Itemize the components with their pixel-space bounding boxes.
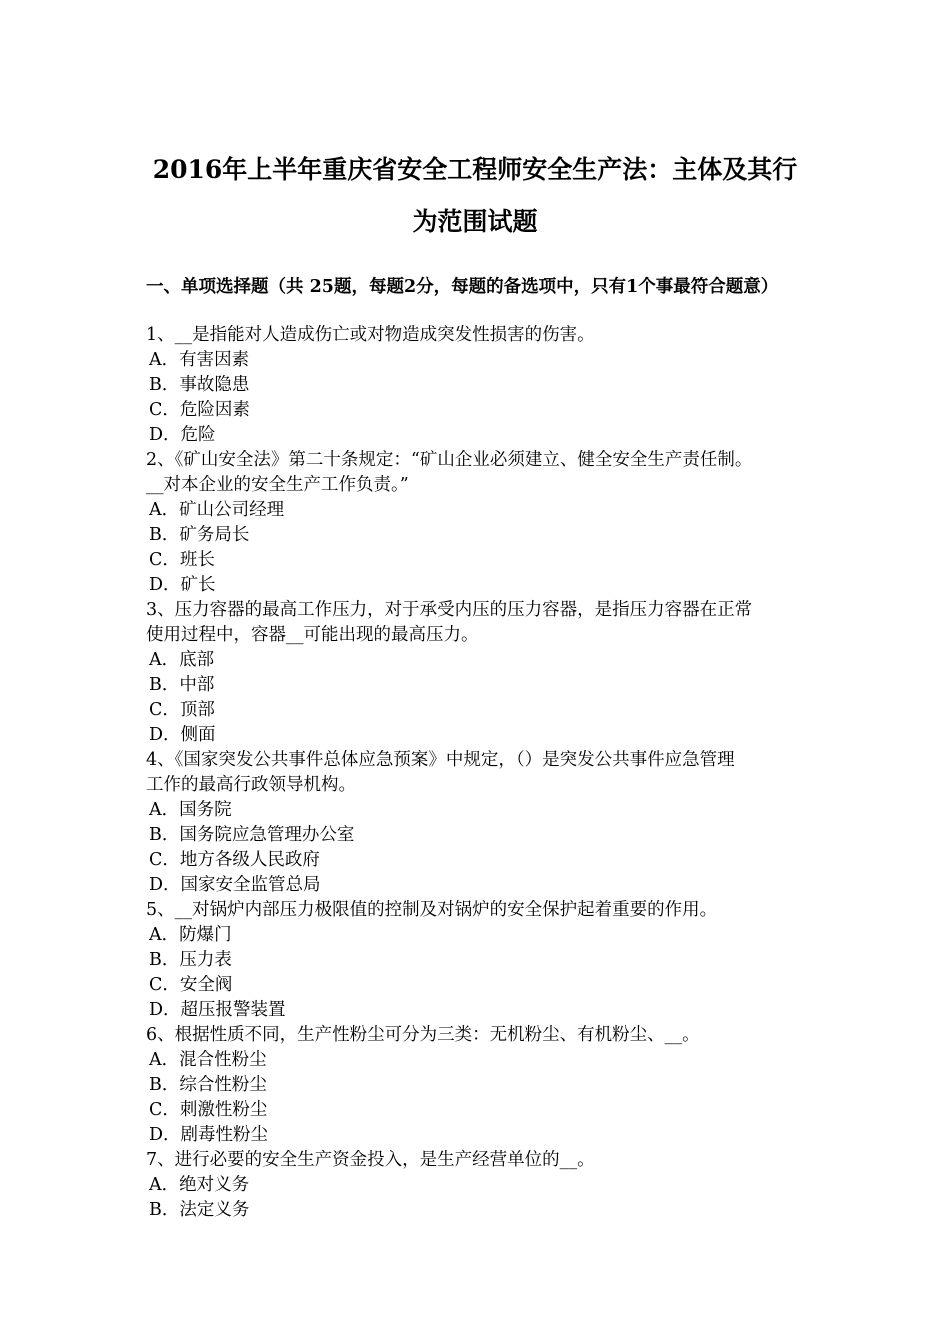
answer-option: C．顶部 bbox=[149, 700, 215, 720]
answer-option: B．综合性粉尘 bbox=[149, 1075, 267, 1095]
answer-option: D．矿长 bbox=[149, 575, 216, 595]
answer-option: A．底部 bbox=[149, 650, 215, 670]
question-stem-line: 2、《矿山安全法》第二十条规定：“矿山企业必须建立、健全安全生产责任制。 bbox=[146, 450, 753, 470]
question-stem-line: 4、《国家突发公共事件总体应急预案》中规定，（）是突发公共事件应急管理 bbox=[146, 750, 735, 770]
answer-option: C．安全阀 bbox=[149, 975, 233, 995]
answer-option: D．危险 bbox=[149, 425, 216, 445]
question-stem-line: 7、进行必要的安全生产资金投入，是生产经营单位的__。 bbox=[146, 1150, 595, 1170]
question-stem-line: 1、__是指能对人造成伤亡或对物造成突发性损害的伤害。 bbox=[146, 325, 595, 345]
question-stem-line: 使用过程中，容器__可能出现的最高压力。 bbox=[146, 625, 479, 645]
answer-option: B．中部 bbox=[149, 675, 215, 695]
answer-option: C．刺激性粉尘 bbox=[149, 1100, 268, 1120]
answer-option: A．防爆门 bbox=[149, 925, 232, 945]
section-heading: 一、单项选择题（共 25题，每题2分，每题的备选项中，只有1个事最符合题意） bbox=[146, 277, 779, 297]
question-stem-line: 6、根据性质不同，生产性粉尘可分为三类：无机粉尘、有机粉尘、__。 bbox=[146, 1025, 700, 1045]
answer-option: A．混合性粉尘 bbox=[149, 1050, 267, 1070]
answer-option: D．国家安全监管总局 bbox=[149, 875, 321, 895]
answer-option: D．剧毒性粉尘 bbox=[149, 1125, 269, 1145]
document-title-line-1: 2016年上半年重庆省安全工程师安全生产法：主体及其行 bbox=[152, 155, 798, 184]
document-title-line-2: 为范围试题 bbox=[412, 207, 538, 236]
answer-option: B．压力表 bbox=[149, 950, 232, 970]
answer-option: B．事故隐患 bbox=[149, 375, 250, 395]
answer-option: C．危险因素 bbox=[149, 400, 250, 420]
answer-option: D．侧面 bbox=[149, 725, 216, 745]
question-stem-line: __对本企业的安全生产工作负责。” bbox=[146, 475, 409, 495]
answer-option: B．国务院应急管理办公室 bbox=[149, 825, 355, 845]
question-stem-line: 工作的最高行政领导机构。 bbox=[146, 775, 356, 795]
question-stem-line: 3、压力容器的最高工作压力，对于承受内压的压力容器，是指压力容器在正常 bbox=[146, 600, 753, 620]
question-stem-line: 5、__对锅炉内部压力极限值的控制及对锅炉的安全保护起着重要的作用。 bbox=[146, 900, 718, 920]
answer-option: A．绝对义务 bbox=[149, 1175, 250, 1195]
answer-option: B．法定义务 bbox=[149, 1200, 250, 1220]
answer-option: C．班长 bbox=[149, 550, 215, 570]
answer-option: B．矿务局长 bbox=[149, 525, 250, 545]
answer-option: C．地方各级人民政府 bbox=[149, 850, 320, 870]
answer-option: A．有害因素 bbox=[149, 350, 250, 370]
question-list bbox=[146, 323, 826, 1223]
answer-option: A．矿山公司经理 bbox=[149, 500, 285, 520]
answer-option: A．国务院 bbox=[149, 800, 232, 820]
answer-option: D．超压报警装置 bbox=[149, 1000, 286, 1020]
